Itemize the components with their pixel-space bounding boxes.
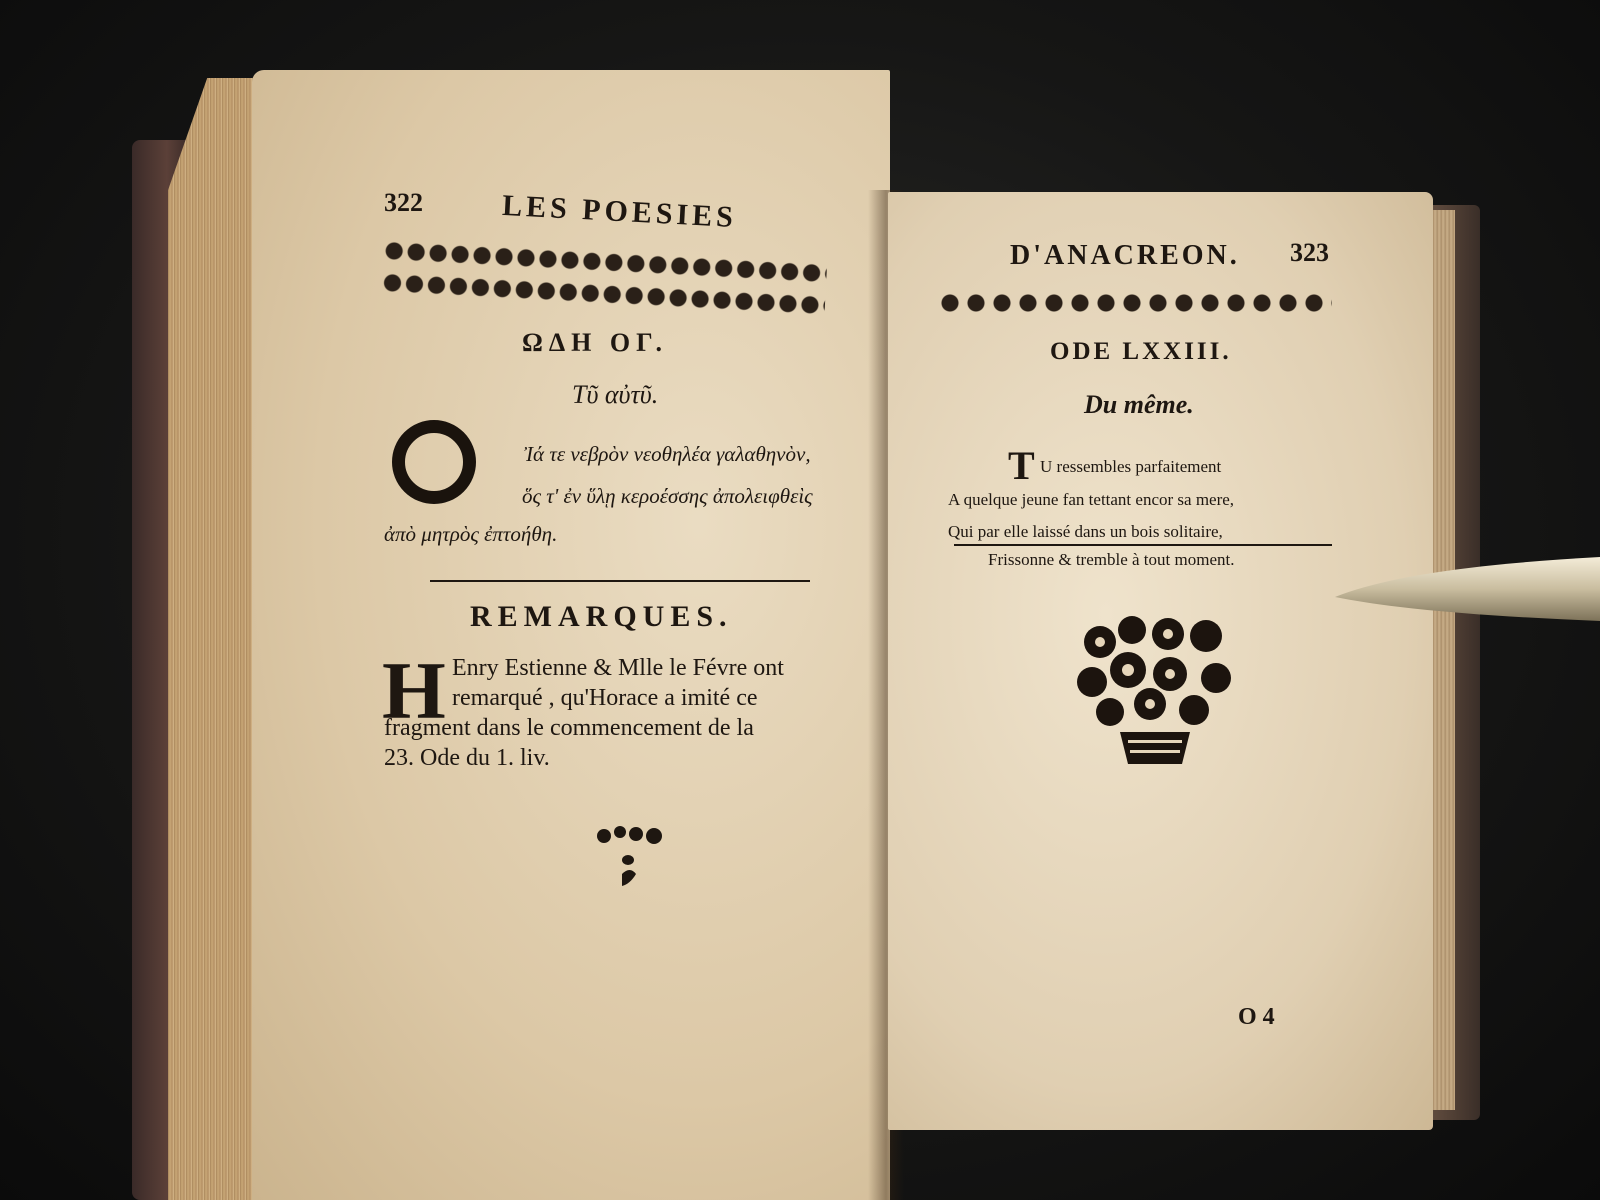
running-head-left: LES POESIES [501, 188, 738, 235]
verse-line: A quelque jeune fan tettant encor sa mere, [948, 490, 1235, 509]
ode-subtitle: Du même. [1084, 390, 1194, 419]
flower-basket-woodcut [1070, 612, 1240, 770]
letter-opener-blade-icon [1335, 555, 1600, 630]
fleuron-ornament [592, 822, 668, 896]
left-page [252, 70, 890, 1200]
ode-title: ODE LXXIII. [1050, 338, 1232, 365]
greek-verse-line: ἀπὸ μητρὸς ἐπτοήθη. [384, 522, 558, 546]
remarques-heading: REMARQUES. [470, 600, 733, 633]
right-page [888, 192, 1433, 1130]
dropcap-h-initial: H [382, 645, 446, 736]
greek-ode-title: ΩΔΗ ΟΓ. [522, 328, 668, 357]
remarque-line: Enry Estienne & Mlle le Févre ont [452, 655, 784, 681]
dropcap-o-initial [392, 420, 476, 504]
signature-mark: O 4 [1238, 1004, 1275, 1030]
flower-vase-icon [1070, 612, 1240, 770]
headpiece-ornament-left [381, 236, 828, 321]
verse-line: Qui par elle laissé dans un bois solitaire, [948, 522, 1223, 541]
greek-ode-subtitle: Τῦ αὐτῦ. [572, 380, 659, 409]
rule-divider-left [430, 580, 810, 582]
remarque-line: fragment dans le commencement de la [384, 715, 754, 741]
tailpiece-ornament-icon [592, 822, 668, 892]
remarque-line: 23. Ode du 1. liv. [384, 745, 550, 771]
greek-verse-line: Ἰά τε νεβρὸν νεοθηλέα γαλαθηνὸν, [524, 442, 811, 466]
verse-line: Frissonne & tremble à tout moment. [988, 550, 1235, 569]
verse-line: U ressembles parfaitement [1040, 457, 1222, 476]
page-number-left: 322 [384, 188, 423, 217]
remarque-line: remarqué , qu'Horace a imité ce [452, 685, 758, 711]
greek-verse-line: ὅς τ' ἐν ὕλῃ κεροέσσης ἀπολειφθεὶς [522, 484, 813, 508]
rule-divider-right [954, 544, 1332, 546]
page-number-right: 323 [1290, 238, 1329, 267]
running-head-right: D'ANACREON. [1010, 240, 1240, 271]
headpiece-ornament-right [938, 290, 1332, 320]
dropcap-t-initial: T [1008, 443, 1035, 488]
